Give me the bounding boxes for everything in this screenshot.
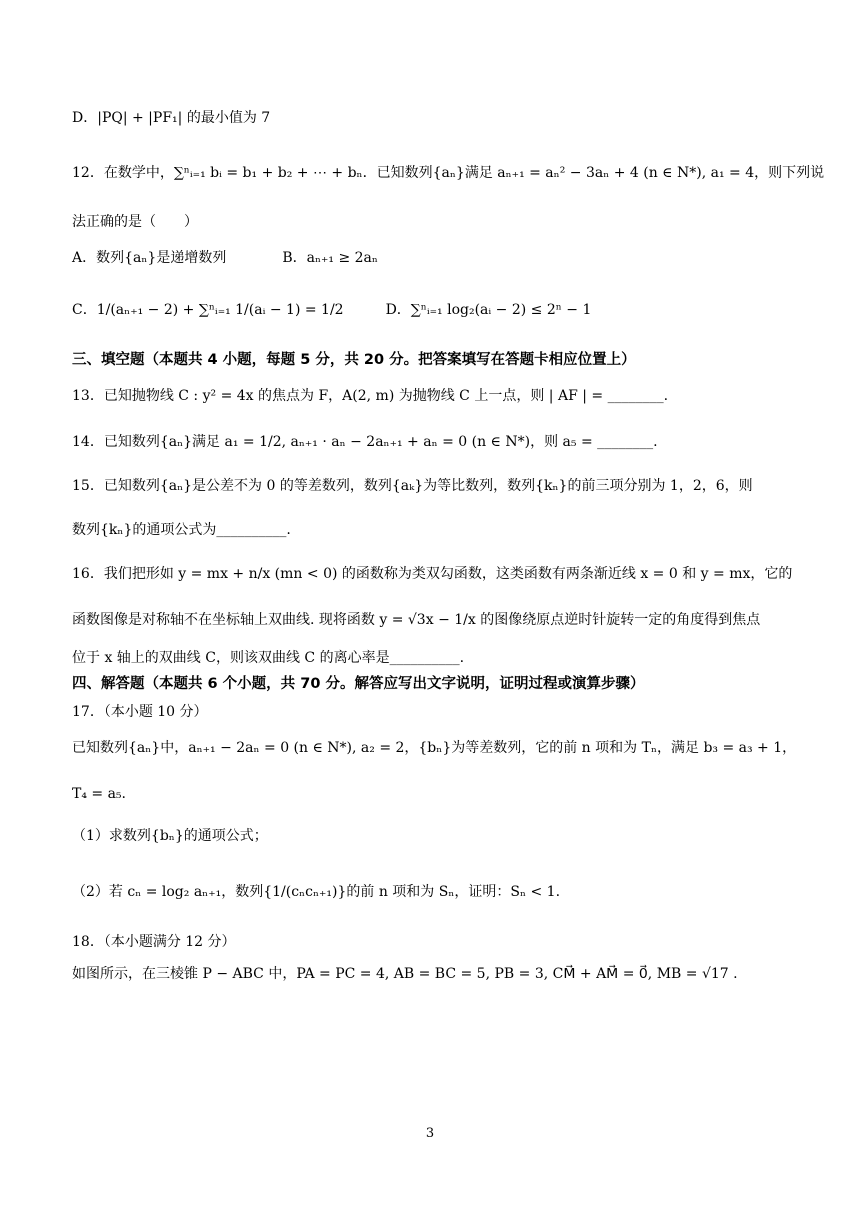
question-17-part1: （1）求数列{bₙ}的通项公式； — [72, 828, 268, 844]
question-17-line1: 已知数列{aₙ}中，aₙ₊₁ − 2aₙ = 0 (n ∈ N*), a₂ = 2，{bₙ}为等差数列，它的前 n 项和为 Tₙ，满足 b₃ = a₃ + 1， — [72, 740, 797, 756]
section-3-heading: 三、填空题（本题共 4 小题，每题 5 分，共 20 分。把答案填写在答题卡相应位置上） — [72, 352, 636, 368]
question-16-line2: 函数图像是对称轴不在坐标轴上双曲线. 现将函数 y = √3x − 1/x 的图像绕原点逆时针旋转一定的角度得到焦点 — [72, 612, 761, 628]
section-4-heading: 四、解答题（本题共 6 个小题，共 70 分。解答应写出文字说明，证明过程或演算步骤） — [72, 676, 645, 692]
question-12-stem: 12．在数学中，∑ⁿᵢ₌₁ bᵢ = b₁ + b₂ + ⋯ + bₙ．已知数列{aₙ}满足 aₙ₊₁ = aₙ² − 3aₙ + 4 (n ∈ N*), a₁ = 4，则下列说 — [72, 165, 825, 181]
question-15-line1: 15．已知数列{aₙ}是公差不为 0 的等差数列，数列{aₖ}为等比数列，数列{kₙ}的前三项分别为 1，2，6，则 — [72, 478, 753, 494]
question-12-stem-cont: 法正确的是（ ） — [72, 214, 198, 230]
question-17-title: 17．（本小题 10 分） — [72, 704, 208, 720]
question-15-line2: 数列{kₙ}的通项公式为__________. — [72, 522, 291, 538]
question-13: 13．已知抛物线 C : y² = 4x 的焦点为 F，A(2, m) 为抛物线 C 上一点，则 | AF | = ________. — [72, 388, 669, 404]
question-18-title: 18．（本小题满分 12 分） — [72, 934, 236, 950]
page-number: 3 — [425, 1126, 435, 1141]
question-17-line2: T₄ = a₅. — [72, 786, 126, 802]
question-16-line1: 16．我们把形如 y = mx + n/x (mn < 0) 的函数称为类双勾函数，这类函数有两条渐近线 x = 0 和 y = mx，它的 — [72, 566, 793, 582]
question-12-options-ab: A．数列{aₙ}是递增数列 B．aₙ₊₁ ≥ 2aₙ — [72, 250, 378, 266]
question-16-line3: 位于 x 轴上的双曲线 C，则该双曲线 C 的离心率是__________. — [72, 650, 465, 666]
question-12-options-cd: C．1/(aₙ₊₁ − 2) + ∑ⁿᵢ₌₁ 1/(aᵢ − 1) = 1/2 D．∑ⁿᵢ₌₁ log₂(aᵢ − 2) ≤ 2ⁿ − 1 — [72, 302, 592, 318]
question-14: 14．已知数列{aₙ}满足 a₁ = 1/2, aₙ₊₁ · aₙ − 2aₙ₊₁ + aₙ = 0 (n ∈ N*)，则 a₅ = ________. — [72, 434, 658, 450]
option-d-q11: D．|PQ| + |PF₁| 的最小值为 7 — [72, 110, 271, 126]
question-17-part2: （2）若 cₙ = log₂ aₙ₊₁，数列{1/(cₙcₙ₊₁)}的前 n 项和为 Sₙ，证明：Sₙ < 1. — [72, 884, 561, 900]
question-18-line1: 如图所示，在三棱锥 P − ABC 中，PA = PC = 4, AB = BC = 5, PB = 3, CM⃗ + AM⃗ = 0⃗, MB = √17 . — [72, 966, 738, 982]
